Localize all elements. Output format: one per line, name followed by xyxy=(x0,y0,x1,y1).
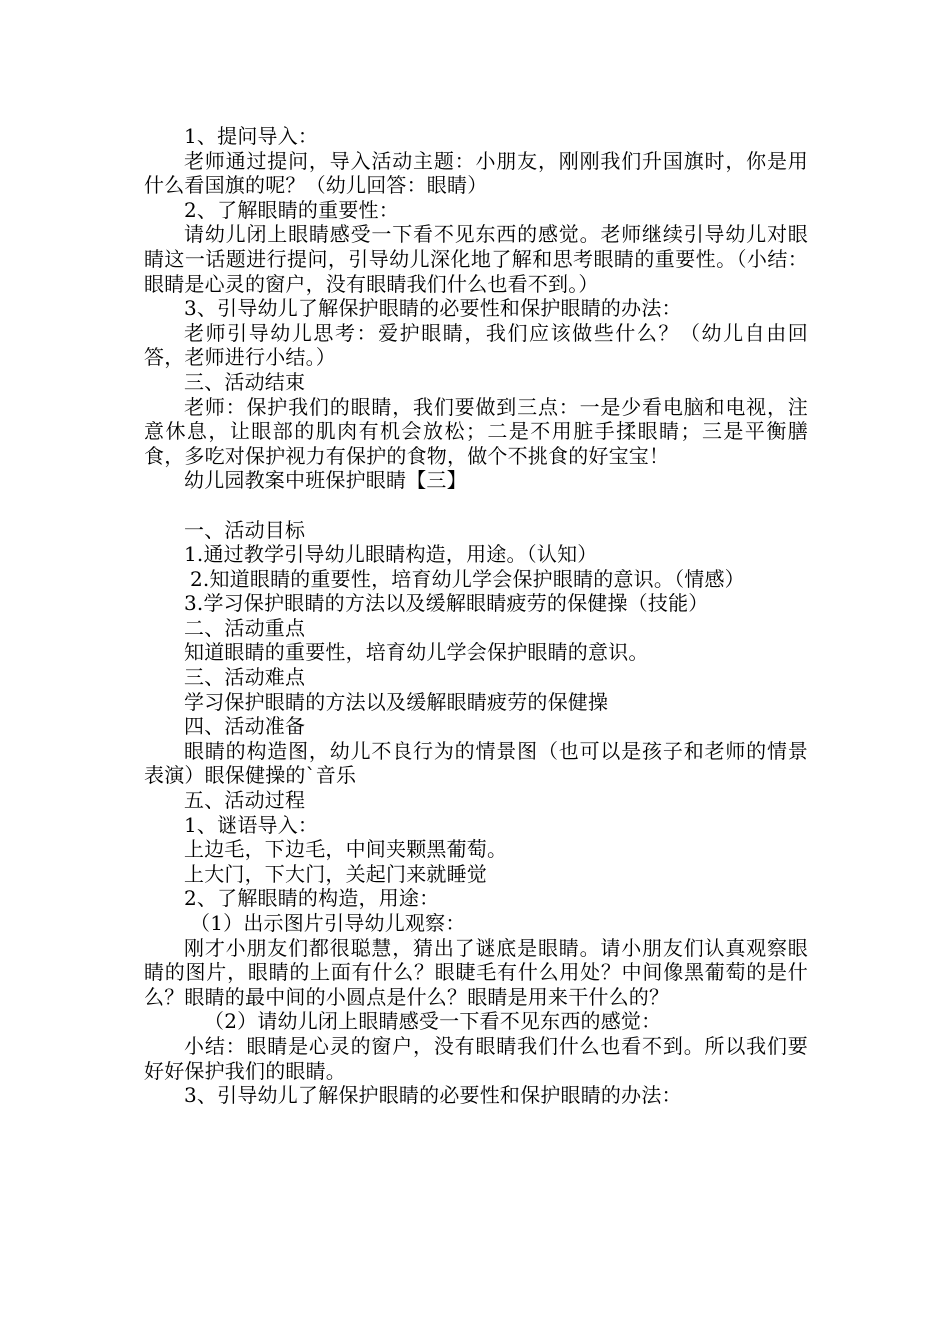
paragraph-observe-pictures: 刚才小朋友们都很聪慧，猜出了谜底是眼睛。请小朋友们认真观察眼睛的图片，眼睛的上面有什么？眼睫毛有什么用处？中间像黑葡萄的是什么？眼睛的最中间的小圆点是什么？眼睛是用来干什么的？ xyxy=(144,935,808,1009)
paragraph-protection-heading: 3、引导幼儿了解保护眼睛的必要性和保护眼睛的办法： xyxy=(184,296,682,321)
paragraph-difficulty: 学习保护眼睛的方法以及缓解眼睛疲劳的保健操 xyxy=(184,689,609,714)
document-body xyxy=(144,124,808,1108)
paragraph-process-heading: 五、活动过程 xyxy=(184,788,306,813)
paragraph-show-pictures: （1）出示图片引导幼儿观察： xyxy=(190,911,466,935)
paragraph-riddle-heading: 1、谜语导入： xyxy=(184,812,319,837)
paragraph-goals-heading: 一、活动目标 xyxy=(184,517,306,542)
paragraph-goal-3: 3.学习保护眼睛的方法以及缓解眼睛疲劳的保健操（技能） xyxy=(184,591,709,616)
paragraph-activity-end: 老师：保护我们的眼睛，我们要做到三点：一是少看电脑和电视，注意休息，让眼部的肌肉有机会放松；二是不用脏手揉眼睛；三是平衡膳食，多吃对保护视力有保护的食物，做个不挑食的好宝宝！ xyxy=(144,394,808,468)
paragraph-activity-end-heading: 三、活动结束 xyxy=(184,369,306,394)
paragraph-difficulty-heading: 三、活动难点 xyxy=(184,665,306,690)
section-title-plan-three: 幼儿园教案中班保护眼睛【三】 xyxy=(184,468,467,493)
blank-line xyxy=(144,493,808,518)
paragraph-close-eyes: （2）请幼儿闭上眼睛感受一下看不见东西的感觉： xyxy=(204,1009,662,1034)
paragraph-eye-importance-heading: 2、了解眼睛的重要性： xyxy=(184,197,399,222)
paragraph-eye-importance: 请幼儿闭上眼睛感受一下看不见东西的感觉。老师继续引导幼儿对眼睛这一话题进行提问，引导幼儿深化地了解和思考眼睛的重要性。（小结：眼睛是心灵的窗户，没有眼睛我们什么也看不到。） xyxy=(144,222,808,296)
paragraph-protection-think: 老师引导幼儿思考：爱护眼睛，我们应该做些什么？（幼儿自由回答，老师进行小结。） xyxy=(144,320,808,370)
paragraph-key-points: 知道眼睛的重要性，培育幼儿学会保护眼睛的意识。 xyxy=(184,640,649,665)
paragraph-structure-heading: 2、了解眼睛的构造，用途： xyxy=(184,886,440,911)
paragraph-summary: 小结：眼睛是心灵的窗户，没有眼睛我们什么也看不到。所以我们要好好保护我们的眼睛。 xyxy=(144,1033,808,1083)
paragraph-preparation: 眼睛的构造图，幼儿不良行为的情景图（也可以是孩子和老师的情景表演）眼保健操的`音乐 xyxy=(144,738,808,788)
paragraph-goal-1: 1.通过教学引导幼儿眼睛构造，用途。（认知） xyxy=(184,542,598,567)
paragraph-teacher-question: 老师通过提问，导入活动主题：小朋友，刚刚我们升国旗时，你是用什么看国旗的呢？（幼儿回答：眼睛） xyxy=(144,148,808,198)
paragraph-question-intro: 1、提问导入： xyxy=(184,124,319,148)
paragraph-preparation-heading: 四、活动准备 xyxy=(184,714,306,739)
paragraph-riddle-line-1: 上边毛，下边毛，中间夹颗黑葡萄。 xyxy=(184,837,508,862)
paragraph-protection-heading-2: 3、引导幼儿了解保护眼睛的必要性和保护眼睛的办法： xyxy=(184,1083,682,1108)
paragraph-goal-2: 2.知道眼睛的重要性，培育幼儿学会保护眼睛的意识。（情感） xyxy=(190,566,745,591)
paragraph-riddle-line-2: 上大门，下大门，关起门来就睡觉 xyxy=(184,861,487,886)
paragraph-key-points-heading: 二、活动重点 xyxy=(184,615,306,640)
